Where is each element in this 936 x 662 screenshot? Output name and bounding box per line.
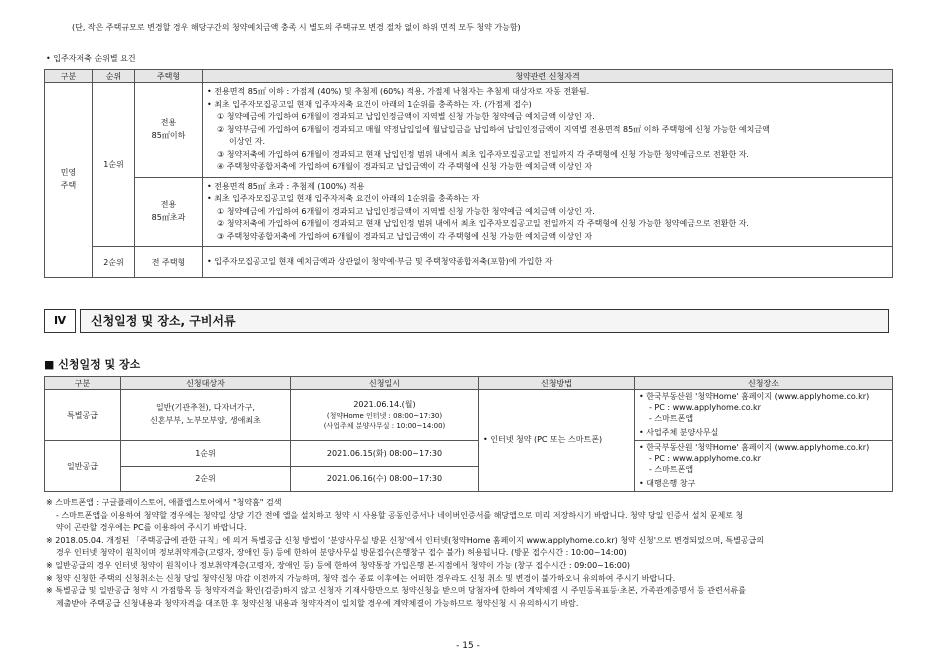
category-line-2: 주택	[60, 181, 77, 190]
qualification-line: 이상인 자.	[229, 137, 265, 147]
section-number-box	[44, 309, 76, 333]
rank1-cell: 1순위	[93, 83, 135, 247]
qualification-line: ③ 청약저축에 가입하여 6개월이 경과되고 현재 납입인정 범위 내에서 최초 입주자모집공고일 전일까지 각 주택형에 신청 가능한 청약예금으로 전환한 자.	[217, 149, 749, 159]
place-line: - 스마트폰앱	[649, 414, 694, 423]
schedule-heading: ■ 신청일정 및 장소	[44, 358, 141, 371]
header-rank: 순위	[93, 70, 135, 83]
qualification-line: ③ 주택청약종합저축에 가입하여 6개월이 경과되고 납입금액이 각 주택형에 신청 가능한 예치금액 이상인 자	[217, 231, 593, 241]
general-category-cell: 일반공급	[45, 441, 121, 492]
target-line: 일반(기관추천), 다자녀가구,	[156, 403, 255, 413]
note-line: ※ 2018.05.04. 개정된 「주택공급에 관한 규칙」에 의거 특별공급 신청 방법이 '분양사무실 방문 신청'에서 인터넷(청약Home 홈페이지 www.applyhome.co.kr) 청약 신청'으로 변경되었으며, 특별공급의	[46, 535, 765, 545]
note-line: ※ 특별공급 및 일반공급 청약 시 가점항목 등 청약자격을 확인(검증)하지 않고 신청자 기재사항만으로 청약신청을 받으며 당첨자에 한하여 계약체결 시 주민등록표등·초본, 가족관계증명서 등 관련서류를	[46, 586, 746, 596]
note-line: ※ 일반공급의 경우 인터넷 청약이 원칙이나 정보취약계층(고령자, 장애인 등) 등에 한하여 청약통장 가입은행 본·지점에서 청약이 가능 (창구 접수시간 : 09:00~16:00)	[46, 560, 631, 570]
table-header-row	[45, 70, 893, 83]
target-line: 신혼부부, 노부모부양, 생애최초	[150, 416, 261, 425]
top-note: (단, 작은 주택규모로 변경할 경우 해당구간의 청약예치금액 충족 시 별도의 주택규모 변경 절차 없이 하위 면적 모두 청약 가능함)	[72, 23, 521, 32]
section-number: Ⅳ	[53, 314, 67, 327]
note-line: 약이 곤란할 경우에는 PC를 이용하여 주시기 바랍니다.	[56, 523, 247, 533]
special-category-cell: 특별공급	[45, 390, 121, 441]
header-target: 신청대상자	[121, 377, 291, 390]
type-small-line-2: 85㎡이하	[151, 131, 186, 140]
header-qualification: 청약관련 신청자격	[203, 70, 893, 83]
general-place-cell	[635, 441, 893, 492]
header-place: 신청장소	[635, 377, 893, 390]
place-line: - PC : www.applyhome.co.kr	[649, 454, 761, 463]
place-line: - PC : www.applyhome.co.kr	[649, 403, 761, 412]
note-line: ※ 스마트폰앱 : 구글플레이스토어, 애플앱스토어에서 "청약홈" 검색	[46, 498, 282, 507]
method-cell	[479, 390, 635, 492]
page-number: - 15 -	[456, 641, 480, 651]
special-date: 2021.06.14.(월)	[353, 399, 416, 409]
place-line: - 스마트폰앱	[649, 465, 694, 474]
type-large-cell	[135, 178, 203, 247]
qualification-line: • 전용면적 85㎡ 초과 : 추첨제 (100%) 적용	[207, 181, 365, 191]
type-large-line-1: 전용	[160, 200, 177, 210]
special-place-cell	[635, 390, 893, 441]
qualification-line: • 입주자모집공고일 현재 예치금액과 상관없이 청약예·부금 및 주택청약종합저축(포함)에 가입한 자	[207, 256, 553, 266]
note-line: 경우 인터넷 청약이 원칙이며 정보취약계층(고령자, 장애인 등) 등에 한하여 분양사무실 방문접수(은행창구 접수 불가) 허용됩니다. (방문 접수시간 : 10:00~14:00)	[56, 548, 627, 558]
place-line: • 한국부동산원 '청약Home' 홈페이지 (www.applyhome.co.kr)	[639, 443, 870, 452]
place-line: • 한국부동산원 '청약Home' 홈페이지 (www.applyhome.co.kr)	[639, 392, 870, 401]
qualification-line: • 최초 입주자모집공고일 현재 입주자저축 요건이 아래의 1순위를 충족하는 자	[207, 194, 480, 204]
category-cell	[45, 83, 93, 278]
place-line: • 사업주체 분양사무실	[639, 428, 719, 437]
category-line-1: 민영	[60, 168, 77, 178]
schedule-table	[44, 376, 893, 492]
subscription-requirements-table	[44, 69, 893, 278]
table-row	[45, 390, 893, 441]
place-line: • 대행은행 창구	[639, 479, 696, 488]
header-date: 신청일시	[291, 377, 479, 390]
note-line: - 스마트폰앱을 이용하여 청약할 경우에는 청약일 상당 기간 전에 앱을 설치하고 청약 시 사용할 공동인증서나 네이버인증서를 해당앱으로 미리 저장하시기 바랍니다. 청약 당일 인증서 설치 문제로 청	[56, 510, 744, 520]
qualification-line: ① 청약예금에 가입하여 6개월이 경과되고 납입인정금액이 지역별 신청 가능한 청약예금 예치금액 이상인 자.	[217, 112, 595, 122]
method-text: • 인터넷 청약 (PC 또는 스마트폰)	[483, 435, 603, 445]
special-date-cell	[291, 390, 479, 441]
qualification-line: • 최초 입주자모집공고일 현재 입주자저축 요건이 아래의 1순위를 충족하는 자. (가점제 접수)	[207, 99, 532, 109]
general-rank1-cell: 1순위	[121, 441, 291, 467]
rank2-cell: 2순위	[93, 247, 135, 278]
note-line: 제출받아 주택공급 신청내용과 청약자격을 대조한 후 청약신청 내용과 청약자격이 일치할 경우에 계약체결이 가능하므로 청약신청 시 유의하시기 바람.	[56, 598, 579, 608]
special-target-cell	[121, 390, 291, 441]
qualification-line: ② 청약부금에 가입하여 6개월이 경과되고 매월 약정납입일에 월납입금을 납입하여 납입인정금액이 지역별 전용면적 85㎡ 이하 주택형에 신청 가능한 예치금액	[217, 124, 770, 134]
table-row	[45, 441, 893, 467]
header-housing-type: 주택형	[135, 70, 203, 83]
section-title: 신청일정 및 장소, 구비서류	[91, 314, 236, 328]
large-qualification-cell	[203, 178, 893, 247]
table-header-row	[45, 377, 893, 390]
section-title-box	[80, 309, 889, 333]
type-small-line-1: 전용	[160, 118, 177, 128]
special-time-office: (사업주체 분양사무실 : 10:00~14:00)	[323, 422, 446, 431]
special-time-online: (청약Home 인터넷 : 08:00~17:30)	[326, 412, 443, 421]
table-row	[45, 83, 893, 178]
type-small-cell	[135, 83, 203, 178]
qualification-line: ④ 주택청약종합저축에 가입하여 6개월이 경과되고 납입금액이 각 주택형에 신청 가능한 예치금액 이상인 자	[217, 162, 593, 172]
table-row	[45, 247, 893, 278]
qualification-line: ① 청약예금에 가입하여 6개월이 경과되고 납입인정금액이 지역별 신청 가능한 청약예금 예치금액 이상인 자.	[217, 206, 595, 216]
general-rank2-cell: 2순위	[121, 466, 291, 492]
table-row	[45, 178, 893, 247]
note-line: ※ 청약 신청한 주택의 신청취소는 신청 당일 청약신청 마감 이전까지 가능하며, 청약 접수 종료 이후에는 어떠한 경우라도 신청 취소 및 변경이 불가하오니 유의하여 주시기 바랍니다.	[46, 573, 676, 583]
subscription-requirements-label: • 입주자저축 순위별 요건	[46, 54, 136, 63]
notes-block	[46, 497, 896, 610]
type-all-cell: 전 주택형	[135, 247, 203, 278]
general-rank1-date-cell: 2021.06.15(화) 08:00~17:30	[291, 441, 479, 467]
header-method: 신청방법	[479, 377, 635, 390]
type-large-line-2: 85㎡초과	[151, 213, 186, 222]
qualification-line: ② 청약저축에 가입하여 6개월이 경과되고 현재 납입인정 범위 내에서 최초 입주자모집공고일 전일까지 각 주택형에 신청 가능한 청약예금으로 전환한 자.	[217, 219, 749, 229]
header-category: 구분	[45, 70, 93, 83]
qualification-line: • 전용면적 85㎡ 이하 : 가점제 (40%) 및 추첨제 (60%) 적용, 가점제 낙첨자는 추첨제 대상자로 자동 전환됨.	[207, 86, 590, 96]
small-qualification-cell	[203, 83, 893, 178]
general-rank2-date-cell: 2021.06.16(수) 08:00~17:30	[291, 466, 479, 492]
rank2-qualification-cell	[203, 247, 893, 278]
header-category: 구분	[45, 377, 121, 390]
